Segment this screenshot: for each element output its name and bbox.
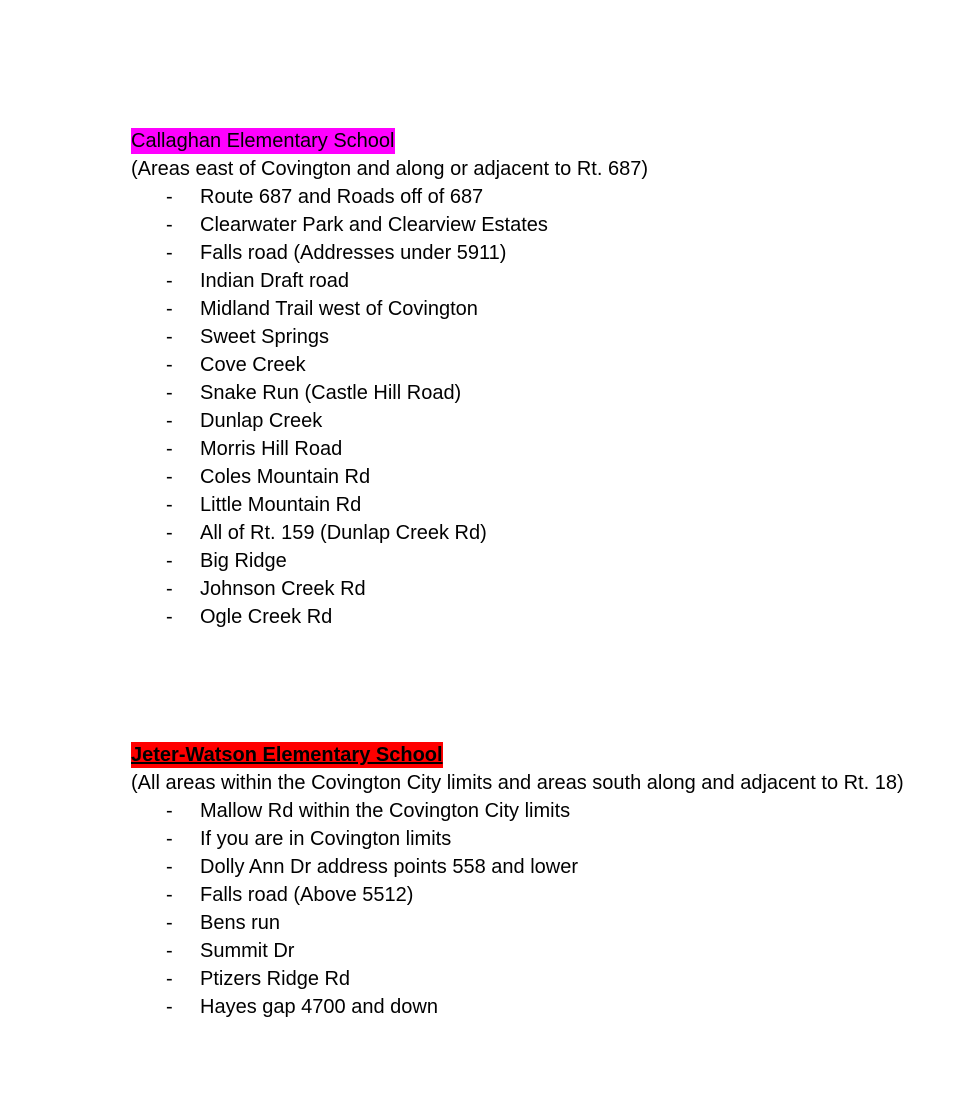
jeter-watson-title: Jeter-Watson Elementary School	[131, 744, 443, 766]
list-item	[131, 965, 971, 993]
list-item	[131, 993, 971, 1021]
road-name: Mallow Rd within the Covington City limits	[200, 800, 571, 822]
road-name: Falls road (Above 5512)	[200, 884, 414, 906]
callaghan-area-description: (Areas east of Covington and along or adjacent to Rt. 687)	[131, 158, 648, 180]
jeter-watson-area-description: (All areas within the Covington City limits and areas south along and adjacent to Rt. 18)	[131, 772, 904, 794]
list-item	[131, 797, 971, 825]
bullet-dash: -	[166, 242, 173, 264]
road-name: Sweet Springs	[200, 326, 329, 348]
list-item	[131, 463, 971, 491]
bullet-dash: -	[166, 606, 173, 628]
jeter-watson-section	[131, 742, 971, 1021]
road-name: Route 687 and Roads off of 687	[200, 186, 484, 208]
bullet-dash: -	[166, 298, 173, 320]
road-name: Dolly Ann Dr address points 558 and lower	[200, 856, 578, 878]
list-item	[131, 937, 971, 965]
list-item	[131, 491, 971, 519]
bullet-dash: -	[166, 522, 173, 544]
road-name: Midland Trail west of Covington	[200, 298, 478, 320]
road-name: If you are in Covington limits	[200, 828, 452, 850]
list-item	[131, 379, 971, 407]
list-item	[131, 267, 971, 295]
road-name: Dunlap Creek	[200, 410, 323, 432]
list-item	[131, 881, 971, 909]
list-item	[131, 547, 971, 575]
list-item	[131, 435, 971, 463]
road-name: Cove Creek	[200, 354, 306, 376]
road-name: Falls road (Addresses under 5911)	[200, 242, 507, 264]
road-name: Indian Draft road	[200, 270, 349, 292]
bullet-dash: -	[166, 578, 173, 600]
bullet-dash: -	[166, 968, 173, 990]
list-item	[131, 183, 971, 211]
list-item	[131, 351, 971, 379]
bullet-dash: -	[166, 856, 173, 878]
bullet-dash: -	[166, 466, 173, 488]
road-name: Johnson Creek Rd	[200, 578, 366, 600]
bullet-dash: -	[166, 550, 173, 572]
bullet-dash: -	[166, 326, 173, 348]
list-item	[131, 295, 971, 323]
bullet-dash: -	[166, 996, 173, 1018]
road-name: Clearwater Park and Clearview Estates	[200, 214, 548, 236]
list-item	[131, 323, 971, 351]
callaghan-title: Callaghan Elementary School	[131, 130, 395, 152]
bullet-dash: -	[166, 494, 173, 516]
list-item	[131, 211, 971, 239]
road-name: Summit Dr	[200, 940, 295, 962]
road-name: Morris Hill Road	[200, 438, 343, 460]
bullet-dash: -	[166, 354, 173, 376]
bullet-dash: -	[166, 884, 173, 906]
list-item	[131, 909, 971, 937]
list-item	[131, 825, 971, 853]
callaghan-road-list	[131, 183, 971, 631]
bullet-dash: -	[166, 186, 173, 208]
bullet-dash: -	[166, 800, 173, 822]
road-name: Hayes gap 4700 and down	[200, 996, 438, 1018]
road-name: Big Ridge	[200, 550, 287, 572]
list-item	[131, 407, 971, 435]
list-item	[131, 853, 971, 881]
bullet-dash: -	[166, 270, 173, 292]
list-item	[131, 239, 971, 267]
bullet-dash: -	[166, 828, 173, 850]
bullet-dash: -	[166, 940, 173, 962]
road-name: Little Mountain Rd	[200, 494, 362, 516]
callaghan-section	[131, 128, 971, 631]
bullet-dash: -	[166, 410, 173, 432]
road-name: Bens run	[200, 912, 281, 934]
road-name: Ptizers Ridge Rd	[200, 968, 351, 990]
list-item	[131, 603, 971, 631]
road-name: Snake Run (Castle Hill Road)	[200, 382, 462, 404]
bullet-dash: -	[166, 438, 173, 460]
list-item	[131, 575, 971, 603]
bullet-dash: -	[166, 912, 173, 934]
road-name: Ogle Creek Rd	[200, 606, 333, 628]
bullet-dash: -	[166, 382, 173, 404]
road-name: All of Rt. 159 (Dunlap Creek Rd)	[200, 522, 487, 544]
list-item	[131, 519, 971, 547]
jeter-watson-road-list	[131, 797, 971, 1021]
road-name: Coles Mountain Rd	[200, 466, 371, 488]
bullet-dash: -	[166, 214, 173, 236]
